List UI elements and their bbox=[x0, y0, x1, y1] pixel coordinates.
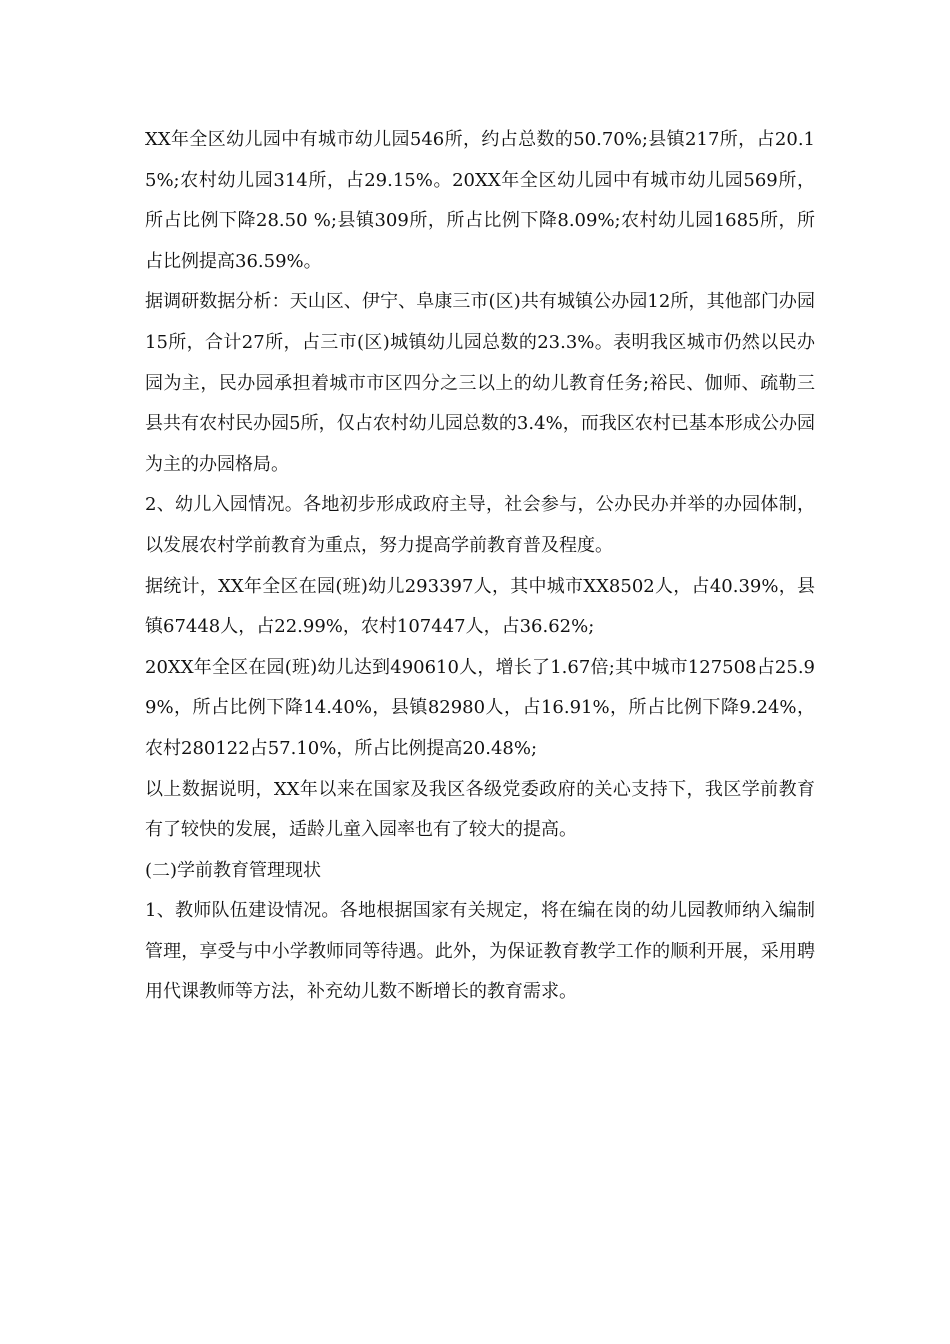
document-body bbox=[145, 120, 815, 1013]
paragraph-survey-analysis: 据调研数据分析：天山区、伊宁、阜康三市(区)共有城镇公办园12所，其他部门办园15所，合计27所，占三市(区)城镇幼儿园总数的23.3%。表明我区城市仍然以民办园为主，民办园承担着城市市区四分之三以上的幼儿教育任务;裕民、伽师、疏勒三县共有农村民办园5所，仅占农村幼儿园总数的3.4%，而我区农村已基本形成公办园为主的办园格局。 bbox=[145, 291, 815, 475]
section-heading-management-status: (二)学前教育管理现状 bbox=[145, 859, 322, 881]
paragraph-data-conclusion: 以上数据说明，XX年以来在国家及我区各级党委政府的关心支持下，我区学前教育有了较快的发展，适龄儿童入园率也有了较大的提高。 bbox=[145, 778, 815, 841]
paragraph-enrollment-overview: 2、幼儿入园情况。各地初步形成政府主导，社会参与，公办民办并举的办园体制，以发展农村学前教育为重点，努力提高学前教育普及程度。 bbox=[145, 494, 815, 556]
paragraph-kindergarten-distribution: XX年全区幼儿园中有城市幼儿园546所，约占总数的50.70%;县镇217所，占20.15%;农村幼儿园314所，占29.15%。20XX年全区幼儿园中有城市幼儿园569所，所占比例下降28.50 %;县镇309所，所占比例下降8.09%;农村幼儿园1685所，所占比例提高36.59%。 bbox=[145, 129, 815, 272]
paragraph-teacher-staffing: 1、教师队伍建设情况。各地根据国家有关规定，将在编在岗的幼儿园教师纳入编制管理，享受与中小学教师同等待遇。此外，为保证教育教学工作的顺利开展，采用聘用代课教师等方法，补充幼儿数不断增长的教育需求。 bbox=[145, 900, 815, 1003]
paragraph-enrollment-stats-xx: 据统计，XX年全区在园(班)幼儿293397人，其中城市XX8502人，占40.39%，县镇67448人，占22.99%，农村107447人，占36.62%; bbox=[145, 575, 815, 638]
paragraph-enrollment-stats-20xx: 20XX年全区在园(班)幼儿达到490610人，增长了1.67倍;其中城市127508占25.99%，所占比例下降14.40%，县镇82980人，占16.91%，所占比例下降9.24%，农村280122占57.10%，所占比例提高20.48%; bbox=[145, 656, 815, 759]
